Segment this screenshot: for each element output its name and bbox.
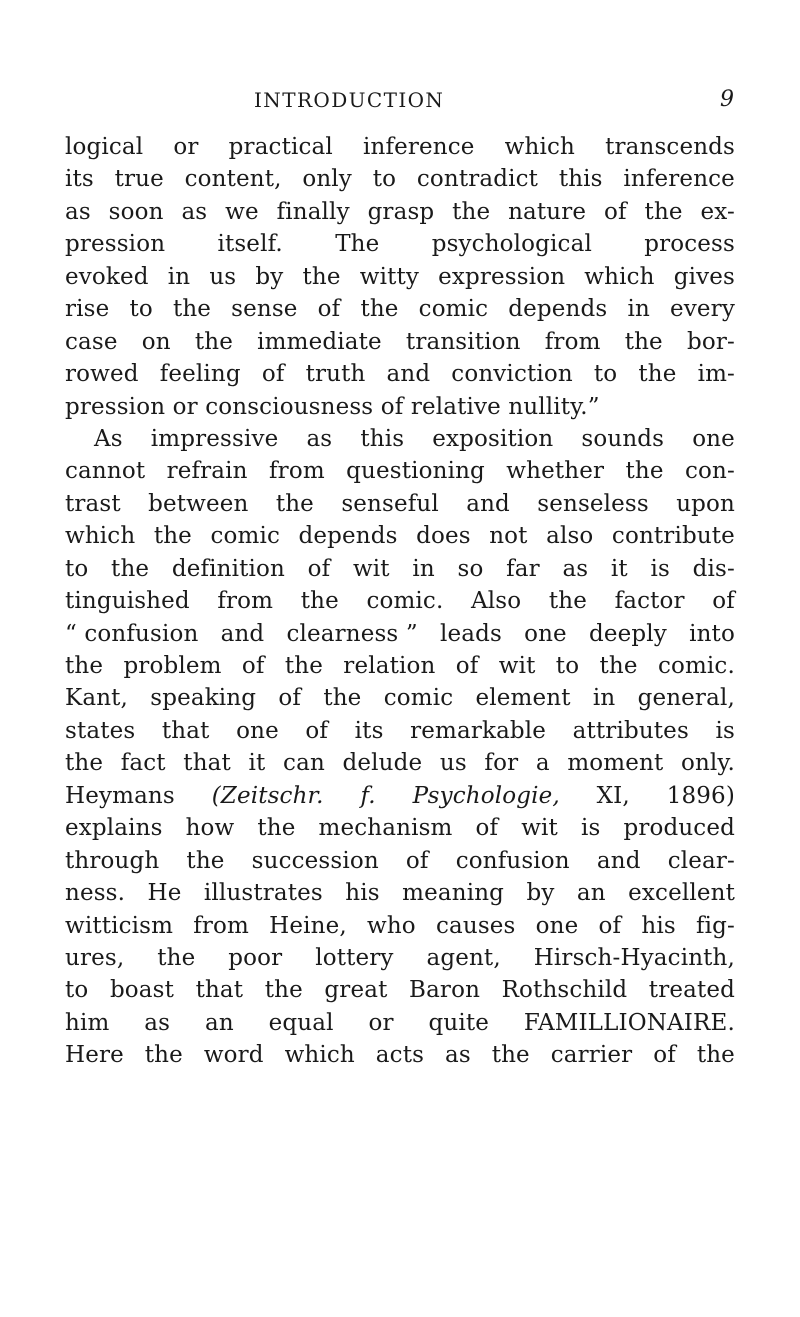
word: contribute: [611, 523, 735, 550]
word: The: [335, 231, 380, 258]
body-text: [65, 131, 735, 1072]
text-line: [65, 553, 735, 585]
word: us: [209, 263, 237, 290]
word: great: [324, 977, 388, 1004]
word: his: [345, 880, 380, 907]
text-line: [65, 780, 735, 812]
word: FAMILLIONAIRE.: [523, 1009, 735, 1036]
text-line: [65, 942, 735, 974]
word: the: [360, 296, 399, 323]
word: does: [416, 523, 471, 550]
word: pression or consciousness of relative nullity.”: [65, 393, 600, 420]
word: an: [204, 1009, 234, 1036]
text-line: [65, 877, 735, 909]
word: the: [153, 523, 192, 550]
word: of: [261, 361, 285, 388]
running-title: INTRODUCTION: [254, 88, 445, 112]
word: transition: [405, 328, 521, 355]
word: and: [466, 490, 510, 517]
running-head: [254, 88, 734, 118]
word: As: [94, 425, 123, 452]
word: to: [555, 653, 580, 679]
word: senseful: [341, 490, 439, 517]
word: as: [65, 198, 91, 225]
text-line: [65, 163, 735, 195]
word: factor: [614, 588, 685, 615]
text-line: [65, 715, 735, 747]
word: the: [111, 555, 150, 582]
word: to: [129, 296, 153, 323]
word: f.: [360, 782, 376, 809]
word: one: [692, 425, 735, 452]
word: of: [475, 815, 499, 842]
text-line: [65, 812, 735, 844]
word: to: [65, 977, 89, 1004]
word: in: [167, 263, 191, 290]
word: the: [257, 815, 296, 842]
word: of: [604, 198, 627, 225]
word: in: [627, 296, 650, 323]
word: finally: [276, 198, 350, 225]
word: we: [225, 198, 259, 225]
word: which: [284, 1042, 355, 1069]
word: itself.: [217, 231, 283, 258]
word: Hirsch-Hyacinth,: [533, 944, 735, 971]
word: feeling: [159, 361, 241, 388]
word: produced: [623, 815, 735, 842]
word: treated: [648, 977, 735, 1004]
word: rowed: [65, 361, 139, 388]
word: sense: [231, 296, 298, 323]
word: as: [444, 1042, 471, 1069]
text-line: [65, 423, 735, 455]
word: or: [173, 134, 199, 160]
word: poor: [228, 944, 283, 971]
word: the: [625, 458, 664, 485]
word: of: [712, 588, 735, 615]
word: word: [203, 1042, 264, 1069]
word: the: [300, 588, 339, 615]
word: comic.: [657, 653, 735, 679]
word: con-: [685, 458, 735, 485]
word: from: [269, 458, 325, 485]
word: states: [65, 717, 136, 744]
word: transcends: [605, 134, 735, 160]
word: the: [65, 653, 104, 679]
word: the: [65, 750, 104, 777]
text-line: [65, 845, 735, 877]
word: in: [592, 685, 616, 712]
word: inference: [623, 166, 735, 193]
word: the: [264, 977, 303, 1004]
word: this: [360, 425, 405, 452]
word: psychological: [431, 231, 592, 258]
word: inference: [363, 134, 475, 160]
text-line: [65, 974, 735, 1006]
text-line: [65, 747, 735, 779]
word: only.: [680, 750, 735, 777]
word: wit: [498, 653, 536, 679]
word: between: [148, 490, 249, 517]
word: by: [526, 880, 555, 907]
word: dis-: [692, 555, 735, 582]
word: of: [241, 653, 265, 679]
word: one: [524, 620, 567, 647]
word: confusion: [455, 847, 570, 874]
word: through: [65, 847, 160, 874]
word: practical: [228, 134, 333, 160]
word: as: [306, 425, 333, 452]
word: carrier: [550, 1042, 633, 1069]
word: it: [248, 750, 266, 777]
word: the: [452, 198, 491, 225]
word: ures,: [65, 944, 125, 971]
word: He: [147, 880, 182, 907]
word: exposition: [432, 425, 554, 452]
word: meaning: [402, 880, 505, 907]
word: it: [610, 555, 628, 582]
word: deeply: [588, 620, 667, 647]
page-number: 9: [720, 87, 734, 112]
text-line: [65, 228, 735, 260]
word: (Zeitschr.: [211, 782, 324, 809]
word: the: [624, 328, 663, 355]
word: one: [535, 912, 579, 939]
word: “ confusion: [65, 620, 199, 647]
text-line: [65, 358, 735, 390]
word: equal: [268, 1009, 334, 1036]
word: the: [275, 490, 314, 517]
word: only: [302, 166, 352, 193]
word: refrain: [166, 458, 248, 485]
word: comic: [210, 523, 280, 550]
word: fact: [120, 750, 166, 777]
word: attributes: [572, 717, 689, 744]
word: wit: [352, 555, 390, 582]
word: comic: [418, 296, 489, 323]
word: grasp: [367, 198, 435, 225]
word: depends: [508, 296, 608, 323]
word: immediate: [257, 328, 382, 355]
word: process: [644, 231, 735, 258]
word: which: [65, 523, 136, 550]
word: contradict: [416, 166, 539, 193]
word: how: [185, 815, 235, 842]
word: general,: [637, 685, 735, 712]
word: cannot: [65, 458, 146, 485]
word: definition: [171, 555, 285, 582]
word: of: [307, 555, 331, 582]
word: the: [323, 685, 362, 712]
word: that: [183, 750, 231, 777]
word: comic: [383, 685, 454, 712]
word: is: [715, 717, 735, 744]
word: into: [689, 620, 735, 647]
word: as: [181, 198, 208, 225]
word: can: [283, 750, 325, 777]
word: the: [638, 361, 677, 388]
word: depends: [298, 523, 398, 550]
word: Psychologie,: [412, 782, 560, 809]
word: Also: [471, 588, 522, 615]
word: boast: [109, 977, 175, 1004]
word: and: [220, 620, 265, 647]
word: also: [546, 523, 594, 550]
word: to: [372, 166, 397, 193]
word: pression: [65, 231, 166, 258]
word: of: [305, 717, 329, 744]
word: illustrates: [203, 880, 323, 907]
word: the: [186, 847, 225, 874]
word: XI,: [596, 782, 630, 809]
word: of: [455, 653, 479, 679]
word: nature: [508, 198, 587, 225]
word: Baron: [409, 977, 481, 1004]
word: fig-: [695, 912, 735, 939]
word: leads: [439, 620, 502, 647]
word: the: [696, 1042, 735, 1069]
word: that: [195, 977, 244, 1004]
text-line: [65, 910, 735, 942]
word: the: [548, 588, 587, 615]
word: im-: [697, 361, 735, 388]
word: this: [558, 166, 603, 193]
text-line: [65, 650, 735, 682]
text-line: [65, 326, 735, 358]
text-line: [65, 520, 735, 552]
word: of: [653, 1042, 676, 1069]
word: trast: [65, 490, 121, 517]
word: ex-: [700, 198, 735, 225]
word: the: [644, 198, 683, 225]
word: expression: [438, 263, 566, 290]
word: from: [217, 588, 274, 615]
word: as: [562, 555, 589, 582]
word: us: [439, 750, 467, 777]
word: Rothschild: [501, 977, 628, 1004]
word: conviction: [451, 361, 573, 388]
word: rise: [65, 296, 110, 323]
word: that: [161, 717, 210, 744]
word: who: [367, 912, 416, 939]
word: of: [278, 685, 302, 712]
word: from: [544, 328, 601, 355]
word: which: [584, 263, 655, 290]
word: gives: [673, 263, 735, 290]
word: evoked: [65, 263, 149, 290]
text-line: [65, 618, 735, 650]
word: Kant,: [65, 685, 129, 712]
word: content,: [184, 166, 282, 193]
text-line: [65, 261, 735, 293]
word: sounds: [581, 425, 665, 452]
word: causes: [435, 912, 516, 939]
word: Heine,: [269, 912, 347, 939]
word: logical: [65, 134, 144, 160]
text-line: [65, 1039, 735, 1071]
word: tinguished: [65, 588, 190, 615]
word: of: [598, 912, 622, 939]
word: him: [65, 1009, 110, 1036]
word: an: [576, 880, 606, 907]
word: element: [475, 685, 571, 712]
word: clear-: [667, 847, 735, 874]
word: case: [65, 328, 118, 355]
word: senseless: [537, 490, 649, 517]
word: the: [302, 263, 341, 290]
word: the: [491, 1042, 530, 1069]
word: its: [65, 166, 94, 193]
word: the: [194, 328, 234, 355]
word: every: [670, 296, 735, 323]
word: quite: [428, 1009, 490, 1036]
word: truth: [305, 361, 366, 388]
word: remarkable: [410, 717, 547, 744]
word: questioning: [346, 458, 485, 485]
text-line: [65, 1007, 735, 1039]
word: or: [368, 1009, 394, 1036]
word: the: [284, 653, 323, 679]
text-line: [65, 682, 735, 714]
word: comic.: [366, 588, 444, 615]
word: speaking: [150, 685, 257, 712]
word: by: [255, 263, 284, 290]
word: wit: [521, 815, 558, 842]
word: to: [65, 555, 89, 582]
word: clearness ”: [286, 620, 418, 647]
word: ness.: [65, 880, 126, 907]
text-line: [65, 585, 735, 617]
word: succession: [251, 847, 379, 874]
text-line: [65, 391, 735, 423]
word: which: [504, 134, 575, 160]
word: the: [599, 653, 638, 679]
word: acts: [375, 1042, 425, 1069]
word: far: [506, 555, 540, 582]
word: of: [405, 847, 429, 874]
word: and: [386, 361, 431, 388]
word: so: [457, 555, 484, 582]
text-line: [65, 455, 735, 487]
word: the: [172, 296, 212, 323]
word: witty: [359, 263, 420, 290]
word: problem: [123, 653, 222, 679]
word: 1896): [666, 782, 735, 809]
word: true: [114, 166, 164, 193]
word: soon: [108, 198, 164, 225]
word: a: [535, 750, 550, 777]
word: from: [193, 912, 250, 939]
word: explains: [65, 815, 163, 842]
word: of: [317, 296, 341, 323]
word: its: [354, 717, 384, 744]
word: delude: [342, 750, 423, 777]
text-line: [65, 196, 735, 228]
word: for: [484, 750, 519, 777]
text-line: [65, 131, 735, 163]
word: impressive: [150, 425, 279, 452]
word: is: [650, 555, 670, 582]
word: mechanism: [318, 815, 453, 842]
word: and: [596, 847, 641, 874]
word: on: [141, 328, 171, 355]
word: to: [593, 361, 618, 388]
word: lottery: [315, 944, 394, 971]
word: is: [580, 815, 601, 842]
word: whether: [506, 458, 605, 485]
word: the: [144, 1042, 183, 1069]
word: excellent: [628, 880, 735, 907]
word: in: [412, 555, 435, 582]
word: one: [236, 717, 279, 744]
text-line: [65, 488, 735, 520]
word: Heymans: [65, 782, 175, 809]
word: not: [489, 523, 528, 550]
word: Here: [65, 1042, 124, 1069]
word: moment: [567, 750, 664, 777]
word: the: [157, 944, 196, 971]
word: bor-: [686, 328, 735, 355]
word: witticism: [65, 912, 174, 939]
word: agent,: [426, 944, 501, 971]
word: upon: [676, 490, 735, 517]
word: as: [144, 1009, 171, 1036]
word: his: [641, 912, 676, 939]
text-line: [65, 293, 735, 325]
word: relation: [343, 653, 436, 679]
